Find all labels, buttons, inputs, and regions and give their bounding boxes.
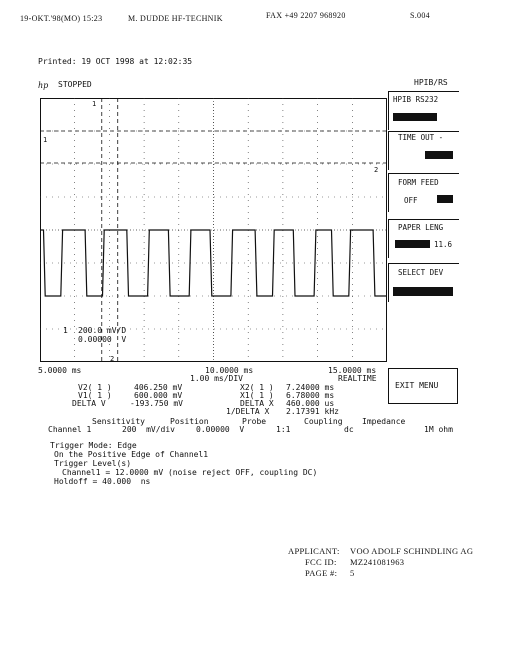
printed-timestamp: Printed: 19 OCT 1998 at 12:02:35 — [38, 57, 193, 66]
hpib-selected-indicator — [393, 113, 437, 121]
x1-label: X1( 1 ) — [240, 391, 274, 400]
paper-selected-indicator — [395, 240, 430, 248]
formfeed-off-indicator — [437, 195, 453, 203]
trigger-level-header: Trigger Level(s) — [54, 459, 132, 468]
device-selected-indicator — [393, 287, 453, 296]
v1-label: V1( 1 ) — [78, 391, 112, 400]
x-axis-right: 15.0000 ms — [328, 366, 377, 375]
softkey-off-label: OFF — [404, 196, 418, 205]
v2-value: 406.250 mV — [134, 383, 183, 392]
softkey-paper-label: PAPER LENG — [398, 223, 444, 232]
softkey-formfeed-label: FORM FEED — [398, 178, 439, 187]
row-probe: 1:1 — [276, 425, 291, 434]
delta-x-value: 460.000 us — [286, 399, 335, 408]
exit-menu-button[interactable] — [388, 368, 458, 404]
fcc-id-value: MZ241081963 — [350, 557, 405, 567]
channel-number: 1 — [63, 326, 68, 335]
row-sensitivity: 200 mV/div — [122, 425, 175, 434]
page-label: PAGE #: — [305, 568, 338, 578]
softkey-timeout-label: TIME OUT - — [398, 133, 444, 142]
col-sensitivity: Sensitivity — [92, 417, 145, 426]
col-coupling: Coupling — [304, 417, 343, 426]
marker-x1-label: 1 — [92, 100, 97, 108]
v2-label: V2( 1 ) — [78, 383, 112, 392]
x2-value: 7.24000 ms — [286, 383, 335, 392]
acquisition-mode: REALTIME — [338, 374, 377, 383]
row-coupling: dc — [344, 425, 354, 434]
softkey-select-label: SELECT DEV — [398, 268, 444, 277]
fax-number: FAX +49 2207 968920 — [266, 11, 346, 20]
fcc-id-label: FCC ID: — [305, 557, 337, 567]
marker-y1-label: 1 — [43, 136, 48, 144]
channel-scale: 200.0 mV/D — [78, 326, 127, 335]
col-probe: Probe — [242, 417, 267, 426]
trigger-mode: Trigger Mode: Edge — [50, 441, 137, 450]
scope-status: STOPPED — [58, 80, 92, 89]
timeout-value-indicator — [425, 151, 453, 159]
fax-datetime: 19-OKT.'98(MO) 15:23 — [20, 14, 103, 23]
softkey-hpib-label: HPIB RS232 — [393, 95, 439, 104]
row-position: 0.00000 V — [196, 425, 245, 434]
marker-y2-label: 2 — [374, 166, 379, 174]
v1-value: 600.000 mV — [134, 391, 183, 400]
softkey-header: HPIB/RS — [414, 78, 448, 87]
fax-page: S.004 — [410, 11, 430, 20]
delta-v-label: DELTA V — [72, 399, 106, 408]
oscilloscope-screen — [40, 98, 387, 362]
paper-length-value: 11.6 — [434, 240, 453, 249]
fax-sender: M. DUDDE HF-TECHNIK — [128, 14, 223, 23]
x1-value: 6.78000 ms — [286, 391, 335, 400]
x2-label: X2( 1 ) — [240, 383, 274, 392]
col-impedance: Impedance — [362, 417, 406, 426]
applicant-value: VOO ADOLF SCHINDLING AG — [350, 546, 474, 556]
inv-delta-x-label: 1/DELTA X — [226, 407, 270, 416]
inv-delta-x-value: 2.17391 kHz — [286, 407, 339, 416]
x-axis-left: 5.0000 ms — [38, 366, 82, 375]
exit-menu-label: EXIT MENU — [395, 381, 439, 390]
row-impedance: 1M ohm — [424, 425, 453, 434]
hp-logo-icon: hp — [38, 81, 49, 90]
col-position: Position — [170, 417, 209, 426]
trigger-edge: On the Positive Edge of Channel1 — [54, 450, 209, 459]
trigger-level: Channel1 = 12.0000 mV (noise reject OFF, coupling DC) — [62, 468, 318, 477]
page-value: 5 — [350, 568, 355, 578]
x-axis-division: 1.00 ms/DIV — [190, 374, 243, 383]
x-axis-center: 10.0000 ms — [205, 366, 254, 375]
applicant-label: APPLICANT: — [288, 546, 340, 556]
graticule — [40, 98, 387, 362]
delta-v-value: -193.750 mV — [130, 399, 183, 408]
row-channel: Channel 1 — [48, 425, 92, 434]
trigger-holdoff: Holdoff = 40.000 ns — [54, 477, 151, 486]
delta-x-label: DELTA X — [240, 399, 274, 408]
channel-offset: 0.00000 V — [78, 335, 127, 344]
marker-x2-label: 2 — [110, 355, 115, 363]
